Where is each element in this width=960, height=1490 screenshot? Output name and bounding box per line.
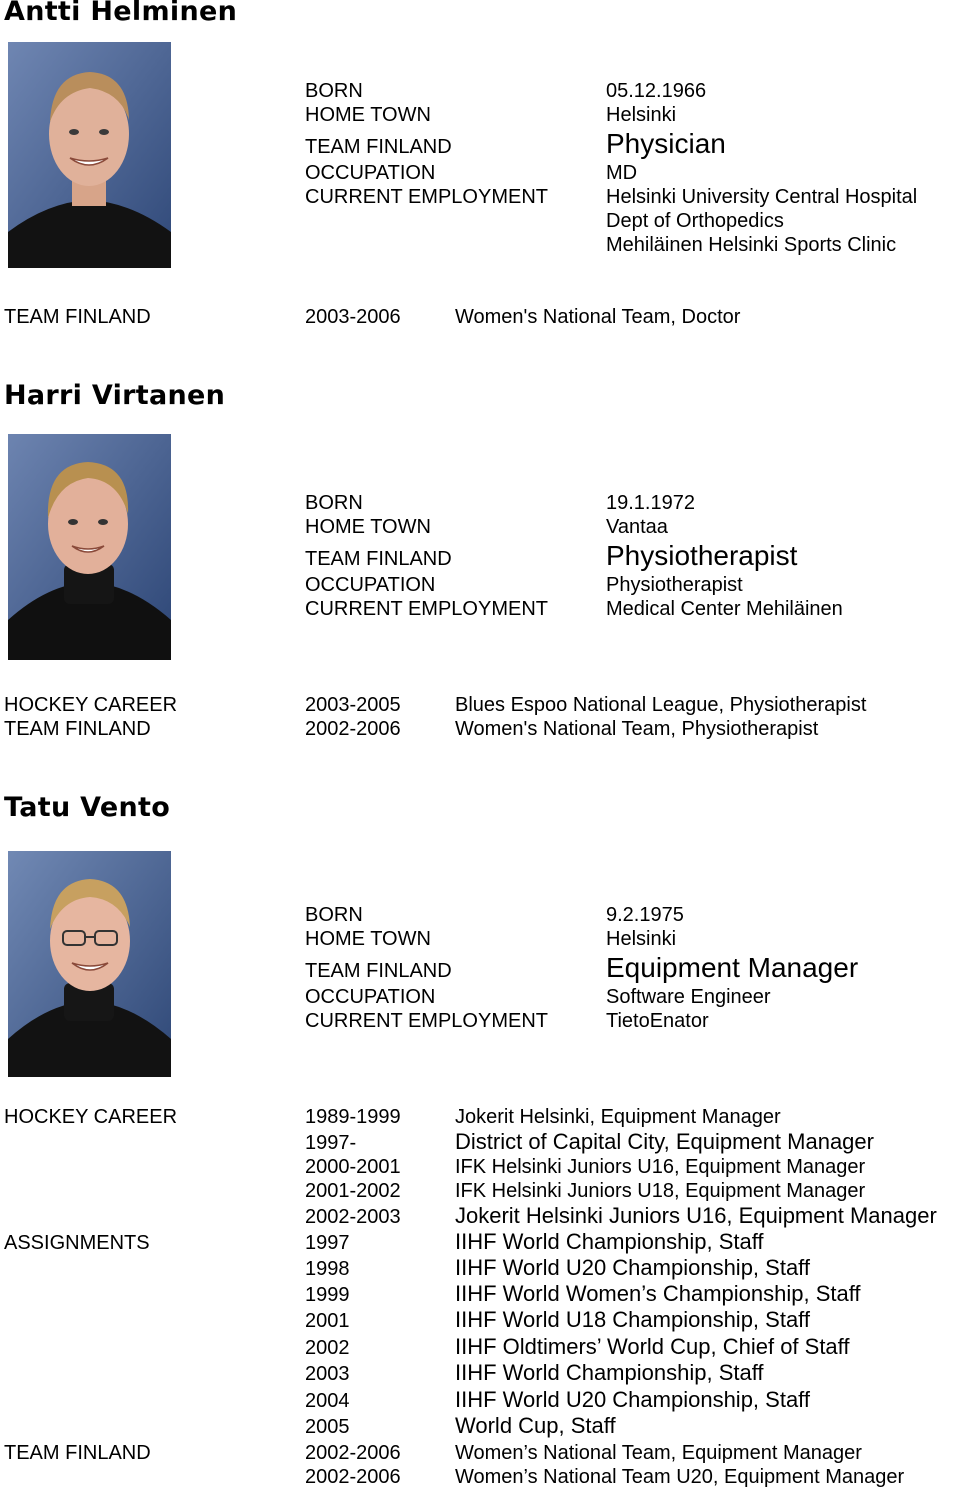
person-name: Tatu Vento	[4, 792, 171, 823]
portrait-photo	[8, 851, 171, 1077]
home-town-label: HOME TOWN	[305, 104, 431, 126]
career-row-years: 2005	[305, 1416, 350, 1438]
employment-line: Dept of Orthopedics	[606, 210, 784, 232]
occupation-label: OCCUPATION	[305, 162, 436, 184]
born-value: 9.2.1975	[606, 904, 684, 926]
person-name: Antti Helminen	[4, 0, 238, 27]
career-row-years: 2002-2006	[305, 1466, 401, 1488]
career-row-description: Women's National Team, Physiotherapist	[455, 718, 819, 740]
career-row-years: 2004	[305, 1390, 350, 1412]
role-value: Physiotherapist	[606, 540, 798, 571]
career-row-years: 2001-2002	[305, 1180, 401, 1202]
team-finland-label: TEAM FINLAND	[305, 136, 452, 158]
occupation-label: OCCUPATION	[305, 574, 436, 596]
career-row-description: IIHF World U18 Championship, Staff	[455, 1307, 811, 1332]
career-row-years: 2002	[305, 1337, 350, 1359]
career-row-years: 1997	[305, 1232, 350, 1254]
role-value: Physician	[606, 128, 726, 159]
career-row-description: Jokerit Helsinki, Equipment Manager	[455, 1106, 781, 1128]
employment-line: TietoEnator	[606, 1010, 709, 1032]
career-row-years: 2001	[305, 1310, 350, 1332]
portrait-photo	[8, 42, 171, 268]
career-row-description: IIHF World Championship, Staff	[455, 1229, 764, 1254]
career-row-years: 1999	[305, 1284, 350, 1306]
career-row-years: 1998	[305, 1258, 350, 1280]
career-row-label: HOCKEY CAREER	[4, 1106, 178, 1128]
career-row-description: Jokerit Helsinki Juniors U16, Equipment Manager	[455, 1203, 937, 1228]
career-row-description: IFK Helsinki Juniors U18, Equipment Manager	[455, 1180, 866, 1202]
role-value: Equipment Manager	[606, 952, 859, 983]
born-value: 05.12.1966	[606, 80, 707, 102]
career-row-years: 2002-2006	[305, 1442, 401, 1464]
employment-line: Medical Center Mehiläinen	[606, 598, 843, 620]
career-row-description: District of Capital City, Equipment Manager	[455, 1129, 874, 1154]
team-finland-label: TEAM FINLAND	[305, 960, 452, 982]
career-row-years: 2003-2006	[305, 306, 401, 328]
career-row-label: HOCKEY CAREER	[4, 694, 178, 716]
portrait-photo	[8, 434, 171, 660]
career-row-years: 2003	[305, 1363, 350, 1385]
career-row-description: Blues Espoo National League, Physiotherapist	[455, 694, 867, 716]
current-employment-label: CURRENT EMPLOYMENT	[305, 1010, 548, 1032]
career-row-description: IIHF World U20 Championship, Staff	[455, 1255, 811, 1280]
career-row-label: TEAM FINLAND	[4, 1442, 151, 1464]
home-town-value: Vantaa	[606, 516, 668, 538]
occupation-label: OCCUPATION	[305, 986, 436, 1008]
career-row-description: IIHF World Championship, Staff	[455, 1360, 764, 1385]
career-row-years: 1989-1999	[305, 1106, 401, 1128]
career-row-years: 2003-2005	[305, 694, 401, 716]
career-row-label: TEAM FINLAND	[4, 718, 151, 740]
born-value: 19.1.1972	[606, 492, 695, 514]
home-town-value: Helsinki	[606, 104, 677, 126]
career-row-description: IIHF World U20 Championship, Staff	[455, 1387, 811, 1412]
home-town-value: Helsinki	[606, 928, 677, 950]
career-row-description: Women’s National Team U20, Equipment Manager	[455, 1466, 905, 1488]
career-row-years: 1997-	[305, 1132, 357, 1154]
born-label: BORN	[305, 80, 363, 102]
career-row-description: World Cup, Staff	[455, 1413, 616, 1438]
career-row-description: IIHF Oldtimers’ World Cup, Chief of Staff	[455, 1334, 850, 1359]
person-name: Harri Virtanen	[4, 380, 226, 411]
home-town-label: HOME TOWN	[305, 516, 431, 538]
career-row-years: 2000-2001	[305, 1156, 401, 1178]
career-row-description: Women's National Team, Doctor	[455, 306, 741, 328]
career-row-years: 2002-2006	[305, 718, 401, 740]
career-row-label: TEAM FINLAND	[4, 306, 151, 328]
occupation-value: Software Engineer	[606, 986, 771, 1008]
career-row-years: 2002-2003	[305, 1206, 401, 1228]
career-row-description: IFK Helsinki Juniors U16, Equipment Manager	[455, 1156, 866, 1178]
born-label: BORN	[305, 492, 363, 514]
current-employment-label: CURRENT EMPLOYMENT	[305, 598, 548, 620]
employment-line: Mehiläinen Helsinki Sports Clinic	[606, 234, 897, 256]
career-row-label: ASSIGNMENTS	[4, 1232, 150, 1254]
employment-line: Helsinki University Central Hospital	[606, 186, 918, 208]
career-row-description: IIHF World Women’s Championship, Staff	[455, 1281, 861, 1306]
born-label: BORN	[305, 904, 363, 926]
occupation-value: Physiotherapist	[606, 574, 743, 596]
career-row-description: Women’s National Team, Equipment Manager	[455, 1442, 862, 1464]
home-town-label: HOME TOWN	[305, 928, 431, 950]
team-finland-label: TEAM FINLAND	[305, 548, 452, 570]
occupation-value: MD	[606, 162, 638, 184]
current-employment-label: CURRENT EMPLOYMENT	[305, 186, 548, 208]
